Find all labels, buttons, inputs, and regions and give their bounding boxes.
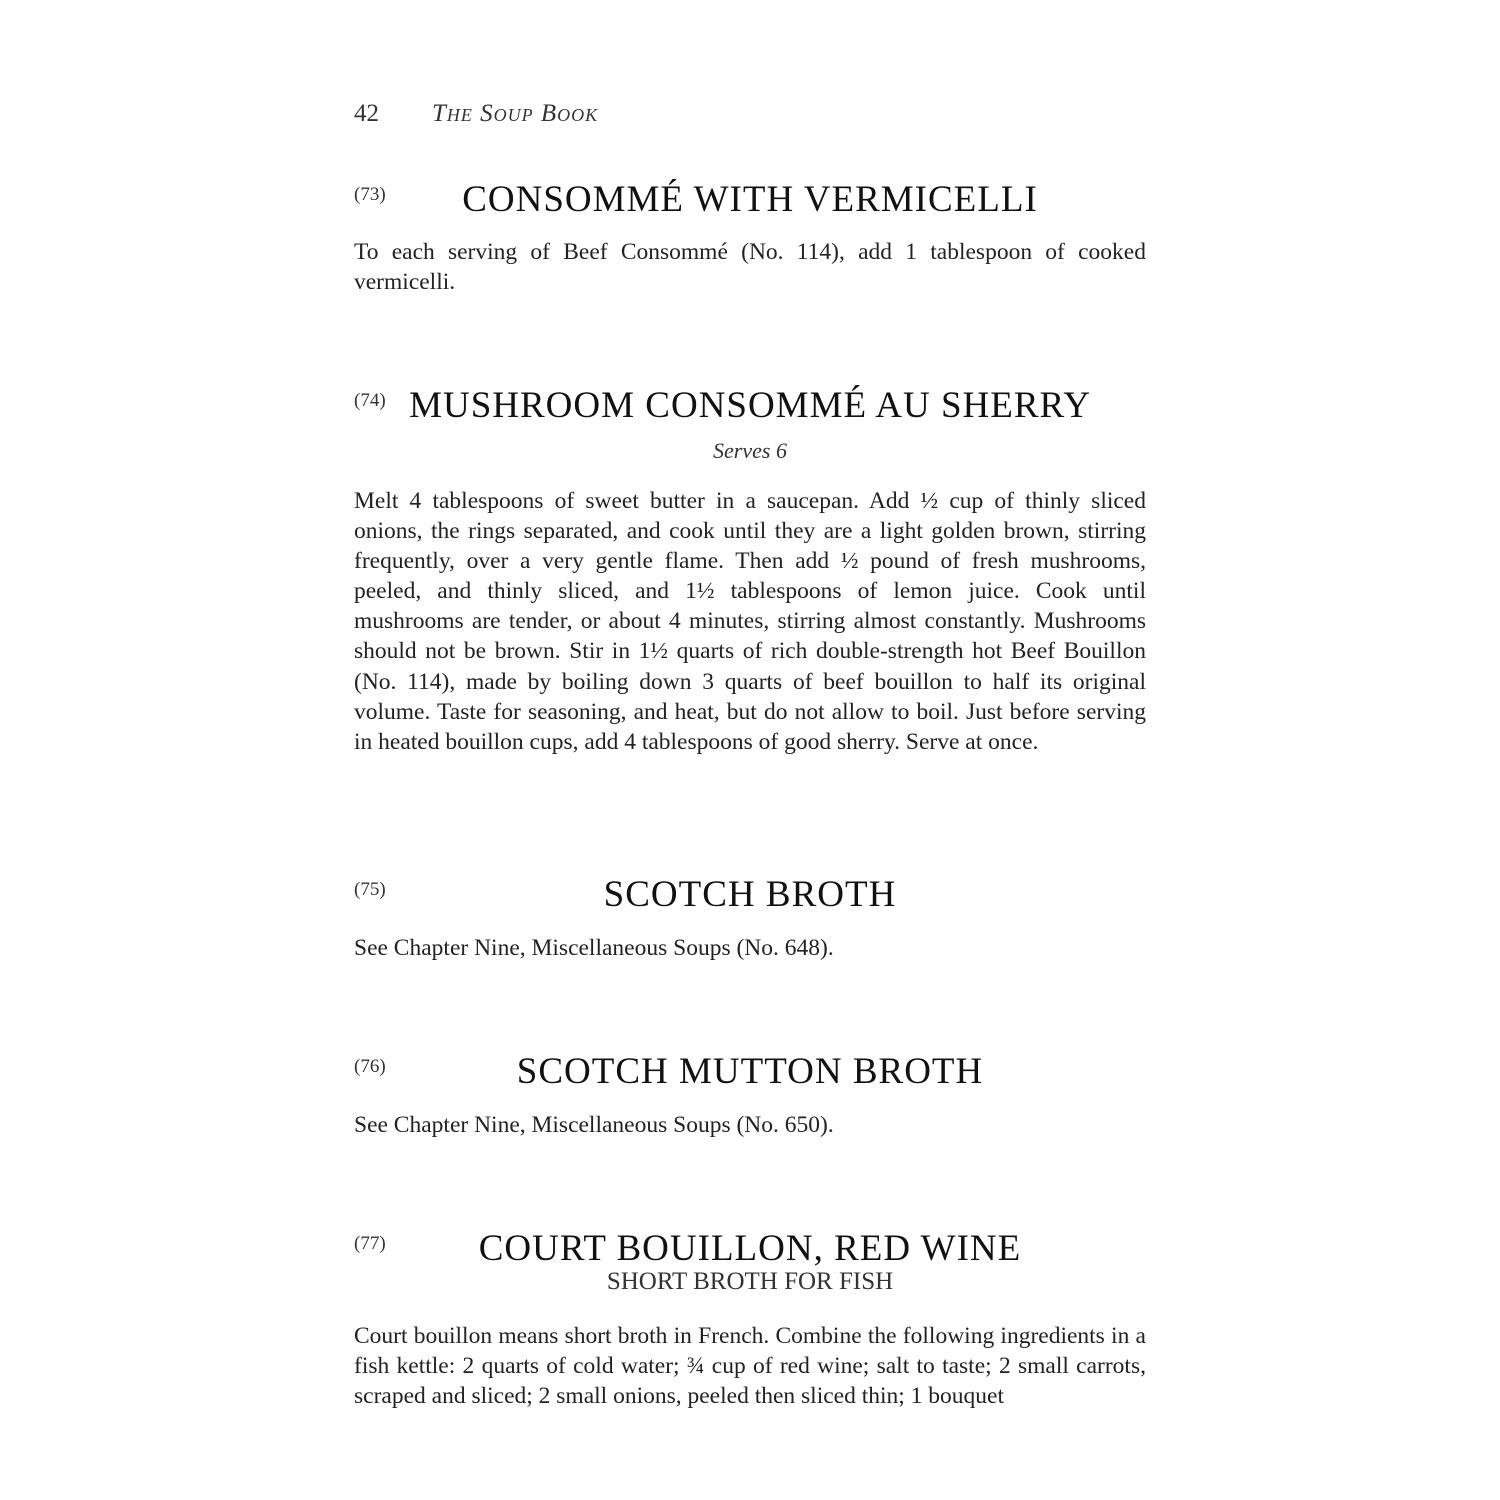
recipe-title: MUSHROOM CONSOMMÉ AU SHERRY	[409, 385, 1091, 426]
recipe-body: Melt 4 tablespoons of sweet butter in a saucepan. Add ½ cup of thinly sliced onions, the rings separated, and cook until they are a light golden brown, stirring frequently, over a very gentle flame. Then add ½ pound of fresh mushrooms, peeled, and thinly sliced, and 1½ tablespoons of lemon juice. Cook until mushrooms are tender, or about 4 minutes, stirring almost constantly. Mushrooms should not be brown. Stir in 1½ quarts of rich double-strength hot Beef Bouillon (No. 114), made by boiling down 3 quarts of beef bouillon to half its original volume. Taste for seasoning, and heat, but do not allow to boil. Just before serving in heated bouillon cups, add 4 tablespoons of good sherry. Serve at once.	[354, 488, 1146, 755]
recipe-body: Court bouillon means short broth in French. Combine the following ingredients in a fish kettle: 2 quarts of cold water; ¾ cup of red wine; salt to taste; 2 small carrots, scraped and sliced; 2 small onions, peeled then sliced thin; 1 bouquet	[354, 1323, 1146, 1410]
recipe-title: SCOTCH BROTH	[603, 874, 897, 915]
recipe-title: COURT BOUILLON, RED WINE	[478, 1228, 1022, 1269]
serves-note: Serves 6	[713, 438, 787, 463]
page-number: 42	[354, 100, 379, 127]
recipe-title: SCOTCH MUTTON BROTH	[516, 1051, 984, 1092]
recipe-number: (74)	[354, 390, 386, 411]
running-title: The Soup Book	[432, 100, 599, 127]
recipe-number: (75)	[354, 879, 386, 900]
recipe-body: See Chapter Nine, Miscellaneous Soups (No. 650).	[354, 1112, 834, 1138]
recipe-subtitle: SHORT BROTH FOR FISH	[606, 1268, 894, 1295]
recipe-body: To each serving of Beef Consommé (No. 114), add 1 tablespoon of cooked vermicelli.	[354, 239, 1146, 296]
page-header	[354, 100, 598, 128]
recipe-number: (76)	[354, 1056, 386, 1077]
recipe-title: CONSOMMÉ WITH VERMICELLI	[462, 179, 1038, 220]
recipe-number: (77)	[354, 1233, 386, 1254]
recipe-body: See Chapter Nine, Miscellaneous Soups (No. 648).	[354, 935, 834, 961]
recipe-number: (73)	[354, 184, 386, 205]
